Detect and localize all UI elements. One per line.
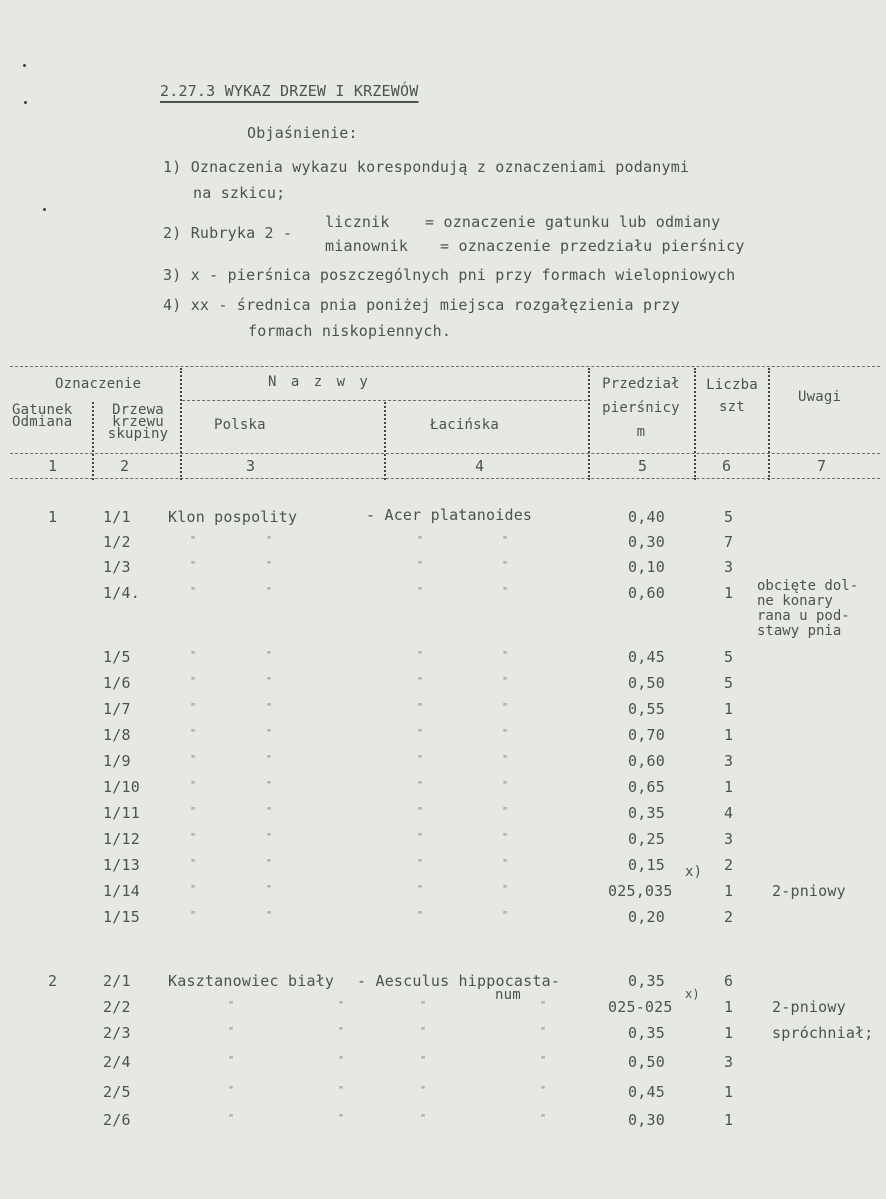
diameter-value: 0,35	[628, 972, 665, 990]
ditto-mark: "	[502, 728, 509, 739]
ditto-mark: "	[190, 728, 197, 739]
col-sep	[180, 368, 182, 480]
species-latin-name: - Acer platanoides	[366, 506, 533, 524]
document-title: 2.27.3 WYKAZ DRZEW I KRZEWÓW	[160, 82, 419, 100]
ditto-mark: "	[228, 1026, 235, 1037]
diameter-value: 0,45	[628, 1083, 665, 1101]
diameter-value: 025,035	[608, 882, 673, 900]
col-number: 6	[722, 457, 732, 475]
ditto-mark: "	[502, 586, 509, 597]
ditto-mark: "	[417, 858, 424, 869]
remark: obcięte dol- ne konary rana u pod- stawy pnia	[757, 578, 859, 639]
note-2-denominator-desc: = oznaczenie przedziału pierśnicy	[440, 237, 745, 255]
diameter-value: 0,30	[628, 1111, 665, 1129]
ditto-mark: "	[190, 702, 197, 713]
ditto-mark: "	[417, 910, 424, 921]
ditto-mark: "	[338, 1000, 345, 1011]
tree-id: 1/12	[103, 830, 140, 848]
ditto-mark: "	[417, 650, 424, 661]
diameter-value: 0,60	[628, 752, 665, 770]
ditto-mark: "	[338, 1026, 345, 1037]
species-latin-name-cont: num	[495, 987, 521, 1003]
ditto-mark: "	[190, 806, 197, 817]
tree-id: 1/15	[103, 908, 140, 926]
ditto-mark: "	[228, 1000, 235, 1011]
ditto-mark: "	[540, 1000, 547, 1011]
ditto-mark: "	[417, 754, 424, 765]
count-value: 1	[724, 726, 734, 744]
col-number: 2	[120, 457, 130, 475]
ditto-mark: "	[228, 1085, 235, 1096]
col-sep	[92, 402, 94, 480]
table-top-rule	[10, 366, 880, 367]
header-nazwy: N a z w y	[268, 374, 371, 390]
ditto-mark: "	[190, 676, 197, 687]
count-value: 2	[724, 908, 734, 926]
ditto-mark: "	[502, 910, 509, 921]
header-przedzial: Przedział pierśnicy m	[602, 376, 680, 440]
header-liczba: Liczba szt	[706, 377, 758, 415]
count-value: 1	[724, 882, 734, 900]
ink-speck	[24, 101, 27, 104]
ditto-mark: "	[266, 806, 273, 817]
ditto-mark: "	[190, 832, 197, 843]
count-value: 2	[724, 856, 734, 874]
ditto-mark: "	[338, 1085, 345, 1096]
count-value: 1	[724, 1111, 734, 1129]
diameter-value: 0,40	[628, 508, 665, 526]
diameter-value: 0,50	[628, 674, 665, 692]
tree-id: 2/4	[103, 1053, 131, 1071]
ditto-mark: "	[266, 586, 273, 597]
tree-id: 1/6	[103, 674, 131, 692]
tree-id: 2/6	[103, 1111, 131, 1129]
species-latin-name: - Aesculus hippocasta-	[357, 972, 561, 990]
tree-id: 1/2	[103, 533, 131, 551]
ditto-mark: "	[190, 754, 197, 765]
diameter-value: 0,20	[628, 908, 665, 926]
count-value: 5	[724, 674, 734, 692]
count-value: 1	[724, 700, 734, 718]
ditto-mark: "	[266, 650, 273, 661]
tree-id: 1/5	[103, 648, 131, 666]
ditto-mark: "	[417, 806, 424, 817]
diameter-value: 0,25	[628, 830, 665, 848]
ditto-mark: "	[266, 910, 273, 921]
tree-id: 1/8	[103, 726, 131, 744]
note-4: 4) xx - średnica pnia poniżej miejsca rozgałęzienia przy	[163, 296, 680, 314]
diameter-value: 0,15	[628, 856, 665, 874]
col-sep	[384, 402, 386, 480]
remark: 2-pniowy	[772, 882, 846, 900]
ditto-mark: "	[190, 780, 197, 791]
note-4-cont: formach niskopiennych.	[248, 322, 452, 340]
diameter-value: 0,55	[628, 700, 665, 718]
ditto-mark: "	[190, 560, 197, 571]
ditto-mark: "	[266, 884, 273, 895]
diameter-value: 025-025	[608, 998, 673, 1016]
ditto-mark: "	[266, 832, 273, 843]
ditto-mark: "	[417, 832, 424, 843]
ditto-mark: "	[190, 858, 197, 869]
col-number: 7	[817, 457, 827, 475]
count-value: 6	[724, 972, 734, 990]
species-number: 1	[48, 508, 58, 526]
species-polish-name: Kasztanowiec biały	[168, 972, 335, 990]
note-1-cont: na szkicu;	[193, 184, 286, 202]
ditto-mark: "	[540, 1026, 547, 1037]
diameter-value: 0,35	[628, 804, 665, 822]
ditto-mark: "	[228, 1113, 235, 1124]
ditto-mark: "	[502, 884, 509, 895]
note-2-numerator-desc: = oznaczenie gatunku lub odmiany	[425, 213, 721, 231]
count-value: 1	[724, 584, 734, 602]
ditto-mark: "	[502, 702, 509, 713]
diameter-value: 0,35	[628, 1024, 665, 1042]
tree-id: 1/11	[103, 804, 140, 822]
count-value: 5	[724, 508, 734, 526]
count-value: 3	[724, 1053, 734, 1071]
header-oznaczenie: Oznaczenie	[55, 376, 142, 392]
count-value: 4	[724, 804, 734, 822]
diameter-value: 0,45	[628, 648, 665, 666]
col-number: 3	[246, 457, 256, 475]
ditto-mark: "	[417, 560, 424, 571]
ditto-mark: "	[420, 1085, 427, 1096]
ditto-mark: "	[502, 858, 509, 869]
ditto-mark: "	[190, 535, 197, 546]
species-polish-name: Klon pospolity	[168, 508, 298, 526]
note-2: 2) Rubryka 2 -	[163, 224, 293, 242]
ditto-mark: "	[190, 650, 197, 661]
header-gatunek: Gatunek Odmiana	[12, 402, 73, 430]
col-number: 4	[475, 457, 485, 475]
nazwy-sub-rule	[182, 400, 587, 401]
count-value: 7	[724, 533, 734, 551]
remark: spróchniał;	[772, 1024, 874, 1042]
diameter-value: 0,10	[628, 558, 665, 576]
ditto-mark: "	[502, 676, 509, 687]
ditto-mark: "	[417, 884, 424, 895]
species-number: 2	[48, 972, 58, 990]
ditto-mark: "	[420, 1026, 427, 1037]
diameter-value: 0,60	[628, 584, 665, 602]
count-value: 1	[724, 1083, 734, 1101]
diameter-value: 0,65	[628, 778, 665, 796]
tree-id: 1/1	[103, 508, 131, 526]
count-value: 1	[724, 998, 734, 1016]
count-value: 1	[724, 778, 734, 796]
ditto-mark: "	[420, 1113, 427, 1124]
ditto-mark: "	[417, 586, 424, 597]
count-value: 3	[724, 830, 734, 848]
ditto-mark: "	[417, 676, 424, 687]
tree-id: 1/14	[103, 882, 140, 900]
ditto-mark: "	[502, 754, 509, 765]
ditto-mark: "	[502, 560, 509, 571]
remark: 2-pniowy	[772, 998, 846, 1016]
note-3: 3) x - pierśnica poszczególnych pni przy formach wielopniowych	[163, 266, 736, 284]
ditto-mark: "	[502, 832, 509, 843]
header-uwagi: Uwagi	[798, 389, 842, 405]
header-bottom-rule	[10, 453, 880, 454]
ditto-mark: "	[502, 650, 509, 661]
ditto-mark: "	[417, 702, 424, 713]
ditto-mark: "	[266, 535, 273, 546]
ditto-mark: "	[190, 884, 197, 895]
header-lacinska: Łacińska	[430, 417, 500, 433]
ink-speck	[23, 64, 26, 67]
tree-id: 2/5	[103, 1083, 131, 1101]
tree-id: 1/10	[103, 778, 140, 796]
ditto-mark: "	[266, 560, 273, 571]
tree-id: 1/9	[103, 752, 131, 770]
tree-id: 2/1	[103, 972, 131, 990]
tree-id: 2/2	[103, 998, 131, 1016]
header-polska: Polska	[214, 417, 266, 433]
ditto-mark: "	[540, 1055, 547, 1066]
ditto-mark: "	[417, 535, 424, 546]
ditto-mark: "	[417, 728, 424, 739]
ditto-mark: "	[190, 586, 197, 597]
count-value: 5	[724, 648, 734, 666]
col-sep	[768, 368, 770, 480]
ditto-mark: "	[540, 1085, 547, 1096]
tree-id: 1/13	[103, 856, 140, 874]
number-row-rule	[10, 478, 880, 479]
ink-speck	[43, 208, 46, 211]
ditto-mark: "	[338, 1055, 345, 1066]
ditto-mark: "	[266, 702, 273, 713]
ditto-mark: "	[420, 1000, 427, 1011]
ditto-mark: "	[338, 1113, 345, 1124]
note-2-denominator: mianownik	[325, 237, 409, 255]
count-value: 3	[724, 752, 734, 770]
ditto-mark: "	[266, 676, 273, 687]
diameter-value: 0,50	[628, 1053, 665, 1071]
ditto-mark: "	[266, 728, 273, 739]
count-value: 1	[724, 1024, 734, 1042]
col-number: 5	[638, 457, 648, 475]
tree-id: 2/3	[103, 1024, 131, 1042]
ditto-mark: "	[266, 858, 273, 869]
x-footnote-mark: x)	[685, 864, 703, 880]
header-drzewa: Drzewa krzewu skupiny	[107, 402, 169, 442]
ditto-mark: "	[502, 535, 509, 546]
ditto-mark: "	[502, 806, 509, 817]
diameter-value: 0,30	[628, 533, 665, 551]
ditto-mark: "	[420, 1055, 427, 1066]
tree-id: 1/4.	[103, 584, 140, 602]
note-1: 1) Oznaczenia wykazu korespondują z oznaczeniami podanymi	[163, 158, 690, 176]
x-footnote-mark: x)	[685, 987, 700, 1001]
ditto-mark: "	[228, 1055, 235, 1066]
note-2-numerator: licznik	[325, 213, 390, 231]
count-value: 3	[724, 558, 734, 576]
ditto-mark: "	[266, 780, 273, 791]
col-number: 1	[48, 457, 58, 475]
ditto-mark: "	[502, 780, 509, 791]
ditto-mark: "	[540, 1113, 547, 1124]
tree-id: 1/3	[103, 558, 131, 576]
ditto-mark: "	[417, 780, 424, 791]
diameter-value: 0,70	[628, 726, 665, 744]
ditto-mark: "	[266, 754, 273, 765]
tree-id: 1/7	[103, 700, 131, 718]
ditto-mark: "	[190, 910, 197, 921]
explanation-heading: Objaśnienie:	[247, 124, 358, 142]
